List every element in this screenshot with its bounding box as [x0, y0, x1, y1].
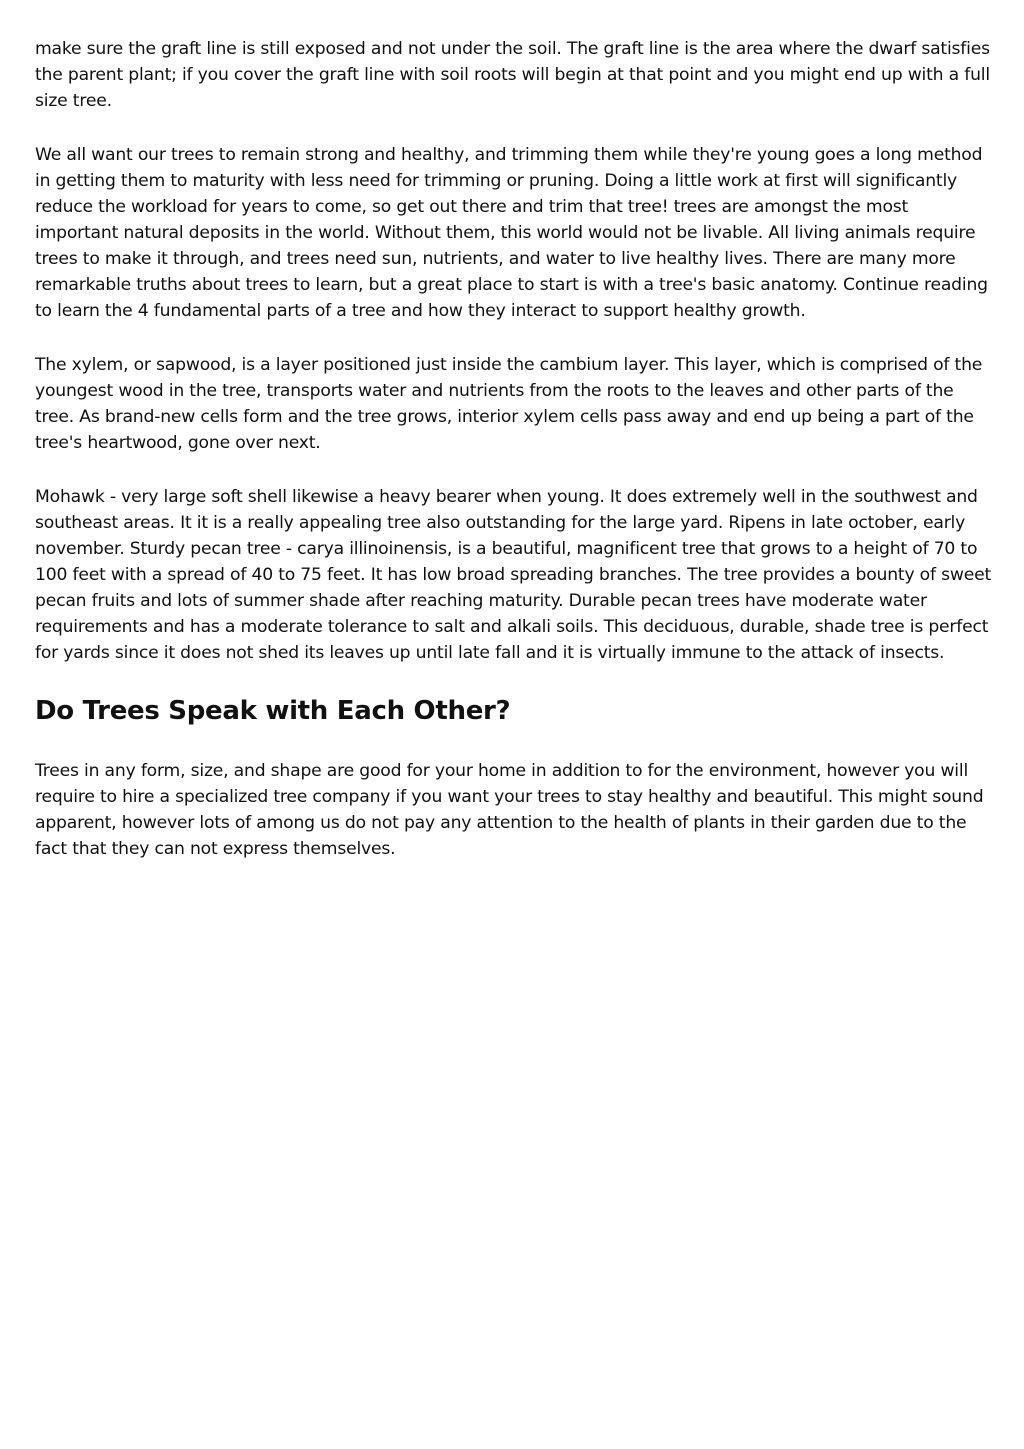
section-heading: Do Trees Speak with Each Other?	[35, 696, 511, 726]
paragraph-tree-company: Trees in any form, size, and shape are good for your home in addition to for the environment, however you will require to hire a specialized tree company if you want your trees to stay healthy and beautiful. This might sound apparent, however lots of among us do not pay any attention to the health of plants in their garden due to the fact that they can not express themselves.	[35, 761, 984, 859]
paragraph-mohawk-pecan: Mohawk - very large soft shell likewise a heavy bearer when young. It does extremely well in the southwest and southeast areas. It it is a really appealing tree also outstanding for the large yard. Ripens in late october, early november. Sturdy pecan tree - carya illinoinensis, is a beautiful, magnificent tree that grows to a height of 70 to 100 feet with a spread of 40 to 75 feet. It has low broad spreading branches. The tree provides a bounty of sweet pecan fruits and lots of summer shade after reaching maturity. Durable pecan trees have moderate water requirements and has a moderate tolerance to salt and alkali soils. This deciduous, durable, shade tree is perfect for yards since it does not shed its leaves up until late fall and it is virtually immune to the attack of insects.	[35, 487, 992, 663]
paragraph-xylem: The xylem, or sapwood, is a layer positioned just inside the cambium layer. This layer, which is comprised of the youngest wood in the tree, transports water and nutrients from the roots to the leaves and other parts of the tree. As brand-new cells form and the tree grows, interior xylem cells pass away and end up being a part of the tree's heartwood, gone over next.	[35, 355, 983, 453]
paragraph-graft-line: make sure the graft line is still exposed and not under the soil. The graft line is the area where the dwarf satisfies the parent plant; if you cover the graft line with soil roots will begin at that point and you might end up with a full size tree.	[35, 39, 990, 111]
document-page	[35, 36, 991, 890]
paragraph-trimming-trees: We all want our trees to remain strong and healthy, and trimming them while they're young goes a long method in getting them to maturity with less need for trimming or pruning. Doing a little work at first will significantly reduce the workload for years to come, so get out there and trim that tree! trees are amongst the most important natural deposits in the world. Without them, this world would not be livable. All living animals require trees to make it through, and trees need sun, nutrients, and water to live healthy lives. There are many more remarkable truths about trees to learn, but a great place to start is with a tree's basic anatomy. Continue reading to learn the 4 fundamental parts of a tree and how they interact to support healthy growth.	[35, 145, 988, 321]
